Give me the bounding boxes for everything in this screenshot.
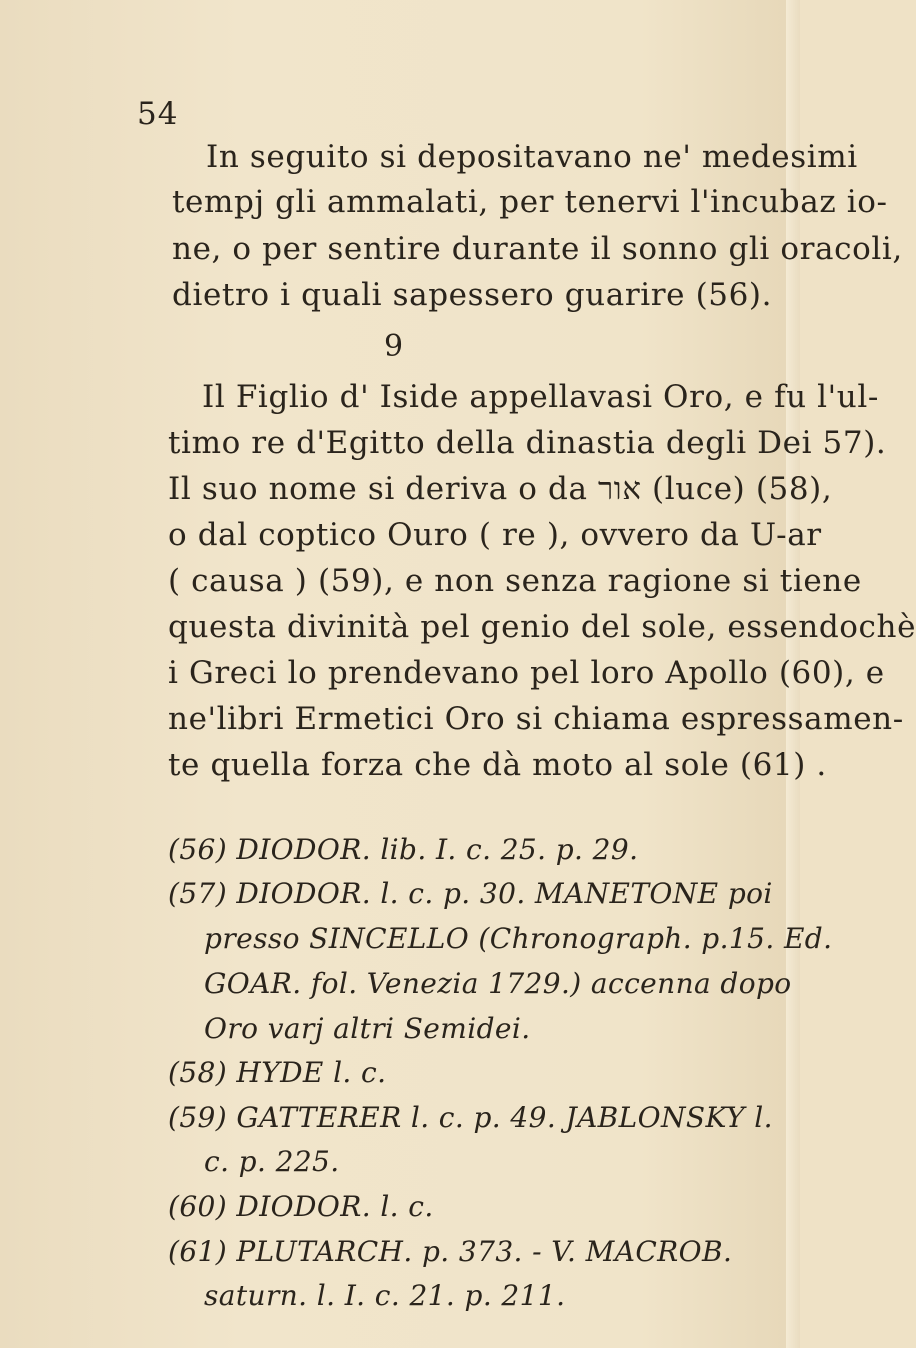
footnote-61-cont: saturn. l. I. c. 21. p. 211.	[204, 1279, 566, 1312]
paragraph-line: In seguito si depositavano ne' medesimi	[206, 139, 858, 175]
paragraph-line: ( causa ) (59), e non senza ragione si tiene	[168, 563, 862, 599]
paragraph-line: i Greci lo prendevano pel loro Apollo (60), e	[168, 655, 885, 691]
footnote-57-cont: Oro varj altri Semidei.	[204, 1012, 531, 1045]
footnote-57-cont: presso SINCELLO (Chronograph. p.15. Ed.	[204, 922, 833, 955]
footnote-57-cont: GOAR. fol. Venezia 1729.) accenna dopo	[204, 967, 792, 1000]
footnote-57: (57) DIODOR. l. c. p. 30. MANETONE poi	[168, 877, 773, 910]
footnote-56: (56) DIODOR. lib. I. c. 25. p. 29.	[168, 833, 639, 866]
paragraph-line: ne'libri Ermetici Oro si chiama espressamen-	[168, 701, 904, 737]
footnote-60: (60) DIODOR. l. c.	[168, 1190, 434, 1223]
paragraph-line: questa divinità pel genio del sole, essendochè	[168, 609, 916, 645]
paragraph-line: Il Figlio d' Iside appellavasi Oro, e fu l'ul-	[202, 379, 879, 415]
section-number: 9	[384, 329, 404, 364]
paragraph-line: ne, o per sentire durante il sonno gli oracoli,	[172, 231, 903, 267]
footnote-59-cont: c. p. 225.	[204, 1145, 340, 1178]
paragraph-line: dietro i quali sapessero guarire (56).	[172, 277, 773, 313]
paragraph-line: tempj gli ammalati, per tenervi l'incubaz io-	[172, 184, 888, 220]
page-number: 54	[137, 96, 179, 132]
paragraph-line: te quella forza che dà moto al sole (61) .	[168, 747, 827, 783]
footnote-59: (59) GATTERER l. c. p. 49. JABLONSKY l.	[168, 1101, 773, 1134]
paragraph-line: Il suo nome si deriva o da אור (luce) (58),	[168, 471, 833, 507]
footnote-61: (61) PLUTARCH. p. 373. - V. MACROB.	[168, 1235, 733, 1268]
paragraph-line: o dal coptico Ouro ( re ), ovvero da U-ar	[168, 517, 822, 553]
paragraph-line: timo re d'Egitto della dinastia degli Dei 57).	[168, 425, 887, 461]
footnote-58: (58) HYDE l. c.	[168, 1056, 387, 1089]
